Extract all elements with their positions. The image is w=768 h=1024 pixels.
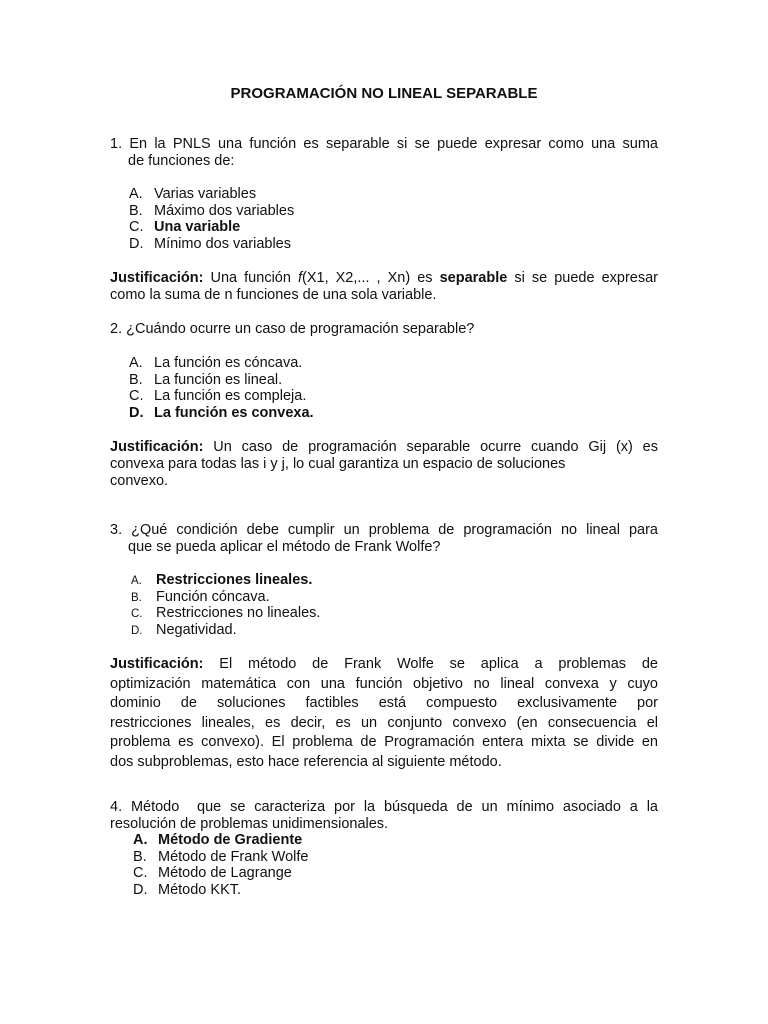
option-item: B. La función es lineal. [129, 371, 283, 388]
question-1 [110, 136, 658, 170]
justification-3-line-3: dominio de soluciones factibles está compuesto exclusivamente por [110, 695, 658, 711]
justification-1-line-2: como la suma de n funciones de una sola variable. [110, 287, 437, 303]
justification-3-line-2: optimización matemática con una función objetivo no lineal convexa y cuyo [110, 675, 658, 692]
option-item-correct: D. La función es convexa. [129, 404, 314, 421]
justification-3-line-4: restricciones lineales, es decir, es un conjunto convexo (en consecuencia el [110, 714, 658, 731]
option-item: D. Negatividad. [131, 621, 237, 638]
question-1-line-1: 1. En la PNLS una función es separable si se puede expresar como una suma [110, 136, 658, 152]
option-item: B. Máximo dos variables [129, 202, 295, 219]
option-item: B. Función cóncava. [131, 588, 270, 605]
option-item: C. La función es compleja. [129, 388, 307, 404]
question-3 [110, 522, 658, 556]
option-item: A. La función es cóncava. [129, 355, 303, 371]
question-2-line-1: 2. ¿Cuándo ocurre un caso de programación separable? [110, 321, 475, 337]
option-item-correct: C. Una variable [129, 219, 241, 235]
justification-2-line-1: Justificación: Un caso de programación separable ocurre cuando Gij (x) es [110, 439, 658, 455]
justification-3-line-6: dos subproblemas, esto hace referencia al siguiente método. [110, 753, 502, 770]
option-item: C. Restricciones no lineales. [131, 605, 321, 621]
option-item: A. Varias variables [129, 186, 257, 202]
justification-2 [110, 439, 658, 490]
question-4-options [133, 832, 308, 898]
question-2-options [129, 355, 314, 421]
justification-1-line-1: Justificación: Una función f(X1, X2,... , Xn) es separable si se puede expresar [110, 270, 658, 286]
option-item: C. Método de Lagrange [133, 865, 292, 881]
question-4-line-2: resolución de problemas unidimensionales. [110, 816, 389, 832]
option-item: B. Método de Frank Wolfe [133, 848, 309, 865]
question-3-line-2: que se pueda aplicar el método de Frank Wolfe? [128, 539, 441, 555]
document-title: PROGRAMACIÓN NO LINEAL SEPARABLE [230, 85, 538, 102]
justification-3 [110, 655, 658, 772]
justification-1 [110, 270, 658, 304]
justification-2-line-3: convexo. [110, 473, 169, 489]
question-3-options [131, 572, 320, 638]
justification-2-line-2: convexa para todas las i y j, lo cual garantiza un espacio de soluciones [110, 456, 566, 472]
question-1-line-2: de funciones de: [128, 153, 235, 169]
question-4 [110, 799, 658, 833]
question-2 [110, 321, 658, 338]
question-4-line-1: 4. Método que se caracteriza por la búsqueda de un mínimo asociado a la [110, 799, 658, 815]
option-item-correct: A. Restricciones lineales. [131, 572, 313, 588]
justification-3-line-5: problema es convexo). El problema de Programación entera mixta se divide en [110, 734, 658, 750]
option-item: D. Mínimo dos variables [129, 235, 291, 252]
question-3-line-1: 3. ¿Qué condición debe cumplir un problema de programación no lineal para [110, 522, 658, 538]
question-1-options [129, 186, 294, 252]
option-item-correct: A. Método de Gradiente [133, 832, 303, 848]
justification-3-line-1: Justificación: El método de Frank Wolfe se aplica a problemas de [110, 656, 658, 672]
option-item: D. Método KKT. [133, 881, 242, 898]
